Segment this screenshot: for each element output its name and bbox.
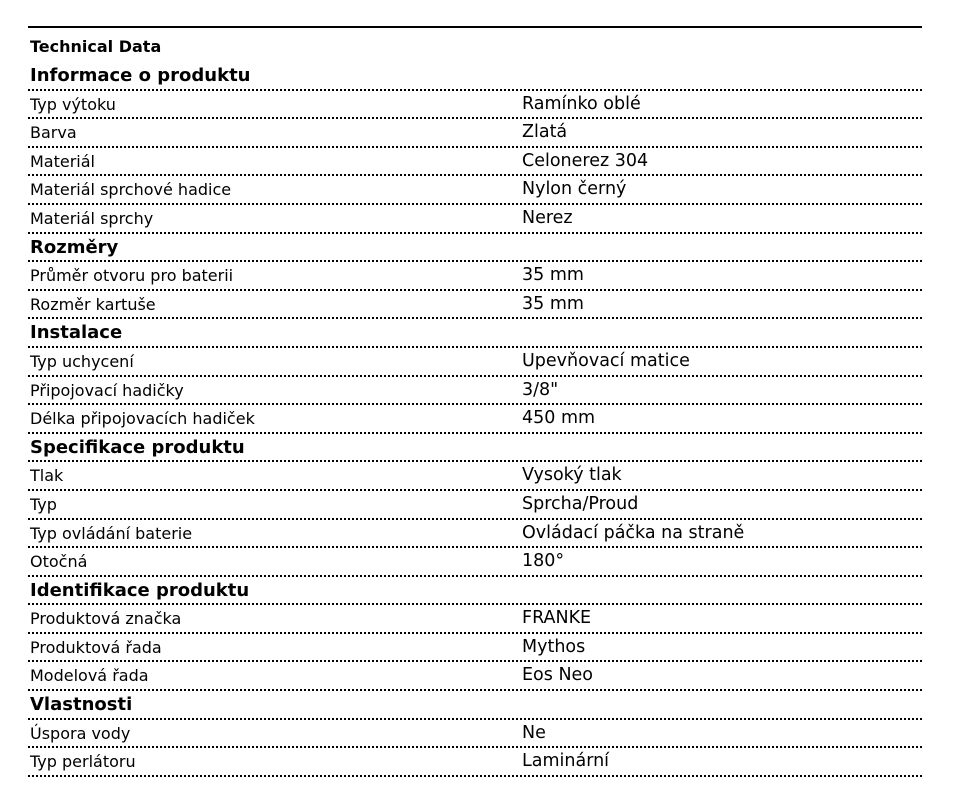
- document-title: Technical Data: [30, 37, 162, 56]
- section-title: Instalace: [28, 319, 922, 348]
- spec-row: [28, 405, 922, 434]
- spec-label: Průměr otvoru pro baterii: [30, 266, 234, 286]
- section-instalace: [28, 319, 922, 433]
- spec-value: Sprcha/Proud: [522, 493, 639, 514]
- spec-value: Vysoký tlak: [522, 465, 622, 486]
- spec-value: Laminární: [522, 751, 610, 772]
- spec-value: Celonerez 304: [522, 150, 649, 171]
- spec-label: Materiál: [30, 151, 95, 171]
- spec-row: [28, 205, 922, 234]
- spec-value: Ramínko oblé: [522, 93, 641, 114]
- spec-row: [28, 605, 922, 634]
- section-specifikace-produktu: [28, 434, 922, 577]
- spec-label: Barva: [30, 123, 77, 143]
- spec-label: Typ uchycení: [30, 351, 134, 371]
- spec-row: [28, 262, 922, 291]
- spec-row: [28, 634, 922, 663]
- spec-row: [28, 348, 922, 377]
- spec-row: [28, 520, 922, 549]
- spec-value: 35 mm: [522, 293, 584, 314]
- spec-label: Rozměr kartuše: [30, 294, 156, 314]
- spec-label: Produktová značka: [30, 609, 182, 629]
- spec-label: Tlak: [30, 466, 64, 486]
- spec-label: Modelová řada: [30, 666, 149, 686]
- spec-row: [28, 119, 922, 148]
- spec-row: [28, 720, 922, 749]
- spec-label: Otočná: [30, 552, 88, 572]
- spec-row: [28, 462, 922, 491]
- section-informace-o-produktu: [28, 62, 922, 234]
- section-title: Vlastnosti: [28, 691, 922, 720]
- spec-row: [28, 491, 922, 520]
- spec-row: [28, 748, 922, 777]
- spec-value: Nerez: [522, 207, 573, 228]
- spec-value: Mythos: [522, 636, 586, 657]
- spec-row: [28, 291, 922, 320]
- spec-label: Délka připojovacích hadiček: [30, 409, 255, 429]
- spec-sections: [28, 62, 922, 777]
- section-title: Informace o produktu: [28, 62, 922, 91]
- spec-row: [28, 176, 922, 205]
- spec-row: [28, 377, 922, 406]
- spec-row: [28, 548, 922, 577]
- section-identifikace-produktu: [28, 577, 922, 691]
- spec-label: Produktová řada: [30, 637, 162, 657]
- spec-value: FRANKE: [522, 608, 592, 629]
- spec-label: Materiál sprchové hadice: [30, 180, 232, 200]
- spec-value: Ovládací páčka na straně: [522, 522, 745, 543]
- spec-label: Typ: [30, 494, 57, 514]
- spec-row: [28, 662, 922, 691]
- section-rozmery: [28, 234, 922, 320]
- technical-data-document: [28, 26, 922, 777]
- section-title: Specifikace produktu: [28, 434, 922, 463]
- spec-label: Typ ovládání baterie: [30, 523, 193, 543]
- spec-label: Typ výtoku: [30, 94, 116, 114]
- spec-value: 450 mm: [522, 408, 596, 429]
- spec-value: Nylon černý: [522, 179, 627, 200]
- section-title: Identifikace produktu: [28, 577, 922, 606]
- spec-label: Materiál sprchy: [30, 208, 154, 228]
- spec-label: Úspora vody: [30, 723, 131, 743]
- spec-value: Ne: [522, 722, 546, 743]
- spec-row: [28, 91, 922, 120]
- spec-value: 3/8": [522, 379, 559, 400]
- section-vlastnosti: [28, 691, 922, 777]
- spec-row: [28, 148, 922, 177]
- spec-label: Připojovací hadičky: [30, 380, 184, 400]
- spec-value: Zlatá: [522, 122, 568, 143]
- section-title: Rozměry: [28, 234, 922, 263]
- spec-value: Eos Neo: [522, 665, 594, 686]
- spec-value: 35 mm: [522, 265, 584, 286]
- spec-label: Typ perlátoru: [30, 752, 136, 772]
- spec-value: Upevňovací matice: [522, 350, 690, 371]
- spec-value: 180°: [522, 551, 565, 572]
